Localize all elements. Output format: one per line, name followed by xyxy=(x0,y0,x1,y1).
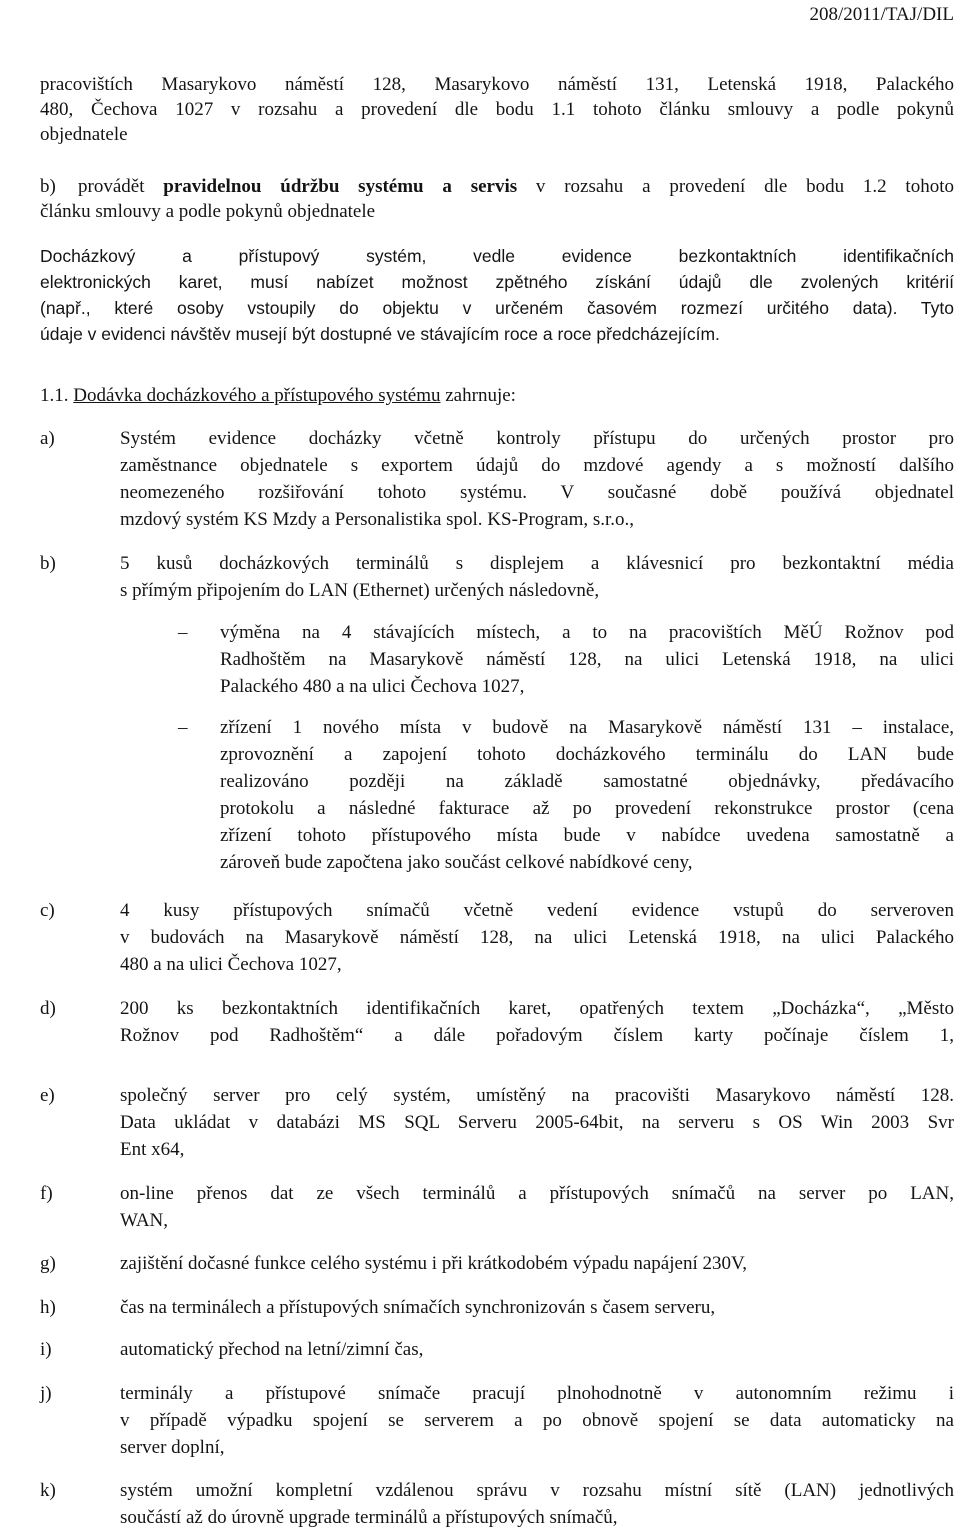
list-item-c xyxy=(120,897,954,978)
sub-line: výměna na 4 stávajících místech, a to na pracovištích MěÚ Rožnov pod xyxy=(220,622,954,643)
note-line: údaje v evidenci návštěv musejí být dostupné ve stávajícím roce a roce předcházejícím. xyxy=(40,324,720,344)
document-reference: 208/2011/TAJ/DIL xyxy=(809,4,954,25)
item-label: d) xyxy=(40,998,56,1019)
item-label: h) xyxy=(40,1297,56,1318)
item-line: 200 ks bezkontaktních identifikačních karet, opatřených textem „Docházka“, „Město xyxy=(120,998,954,1019)
item-line: zajištění dočasné funkce celého systému i při krátkodobém výpadu napájení 230V, xyxy=(120,1253,747,1274)
intro-paragraph xyxy=(40,72,954,147)
item-line: terminály a přístupové snímače pracují plnohodnotně v autonomním režimu i xyxy=(120,1383,954,1404)
sub-line: zřízení tohoto přístupového místa bude v nabídce uvedena samostatně a xyxy=(220,825,954,846)
item-line: v budovách na Masarykově náměstí 128, na ulici Letenská 1918, na ulici Palackého xyxy=(120,927,954,948)
item-line: 480 a na ulici Čechova 1027, xyxy=(120,954,342,975)
dash-bullet: – xyxy=(178,717,188,738)
item-line: s přímým připojením do LAN (Ethernet) určených následovně, xyxy=(120,580,600,601)
item-line: Systém evidence docházky včetně kontroly přístupu do určených prostor pro xyxy=(120,428,954,449)
maintenance-item-cont xyxy=(40,199,954,224)
list-item-j xyxy=(120,1380,954,1461)
intro-line: objednatele xyxy=(40,124,128,145)
item-line: Data ukládat v databázi MS SQL Serveru 2005-64bit, na serveru s OS Win 2003 Svr xyxy=(120,1112,954,1133)
section-title: Dodávka docházkového a přístupového systému xyxy=(73,385,441,406)
sub-line: Radhoštěm na Masarykově náměstí 128, na ulici Letenská 1918, na ulici xyxy=(220,649,954,670)
item-line: server doplní, xyxy=(120,1437,225,1458)
section-suffix: zahrnuje: xyxy=(440,385,516,406)
list-item-k xyxy=(120,1477,954,1531)
item-label: f) xyxy=(40,1183,53,1204)
dash-bullet: – xyxy=(178,622,188,643)
intro-line: pracovištích Masarykovo náměstí 128, Masarykovo náměstí 131, Letenská 1918, Palackého xyxy=(40,74,954,95)
sub-line: Palackého 480 a na ulici Čechova 1027, xyxy=(220,676,525,697)
item-line: 5 kusů docházkových terminálů s displejem a klávesnicí pro bezkontaktní média xyxy=(120,553,954,574)
item-line: 4 kusy přístupových snímačů včetně vedení evidence vstupů do serveroven xyxy=(120,900,954,921)
maintenance-line-2: článku smlouvy a podle pokynů objednatele xyxy=(40,201,376,222)
item-label: i) xyxy=(40,1339,52,1360)
list-item-h xyxy=(120,1294,954,1321)
item-line: zaměstnance objednatele s exportem údajů do mzdové agendy a s možností dalšího xyxy=(120,455,954,476)
item-label: e) xyxy=(40,1085,55,1106)
item-label: k) xyxy=(40,1480,56,1501)
item-line: Ent x64, xyxy=(120,1139,185,1160)
intro-line: 480, Čechova 1027 v rozsahu a provedení dle bodu 1.1 tohoto článku smlouvy a podle pokynů xyxy=(40,99,954,120)
item-line: Rožnov pod Radhoštěm“ a dále pořadovým číslem karty počínaje číslem 1, xyxy=(120,1025,954,1046)
list-item-i xyxy=(120,1336,954,1363)
maintenance-pre: provádět xyxy=(78,176,164,197)
list-item-a xyxy=(120,425,954,533)
section-number: 1.1. xyxy=(40,385,69,406)
attendance-note xyxy=(40,243,954,347)
maintenance-post: v rozsahu a provedení dle bodu 1.2 tohoto xyxy=(517,176,954,197)
item-line: součástí až do úrovně upgrade terminálů a přístupových snímačů, xyxy=(120,1507,618,1528)
list-item-d xyxy=(120,995,954,1049)
item-line: WAN, xyxy=(120,1210,169,1231)
item-line: v případě výpadku spojení se serverem a po obnově spojení se data automaticky na xyxy=(120,1410,954,1431)
list-item-g xyxy=(120,1250,954,1277)
item-line: čas na terminálech a přístupových snímačích synchronizován s časem serveru, xyxy=(120,1297,716,1318)
item-label: a) xyxy=(40,428,55,449)
sub-line: realizováno později na základě samostatné objednávky, předávacího xyxy=(220,771,954,792)
maintenance-bold: pravidelnou údržbu systému a servis xyxy=(163,176,518,197)
item-line: automatický přechod na letní/zimní čas, xyxy=(120,1339,424,1360)
item-line: neomezeného rozšiřování tohoto systému. V současné době používá objednatel xyxy=(120,482,954,503)
item-line: on-line přenos dat ze všech terminálů a přístupových snímačů na server po LAN, xyxy=(120,1183,954,1204)
list-item-f xyxy=(120,1180,954,1234)
sub-line: protokolu a následné fakturace až po provedení rekonstrukce prostor (cena xyxy=(220,798,954,819)
note-line: Docházkový a přístupový systém, vedle evidence bezkontaktních identifikačních xyxy=(40,246,954,266)
item-line: systém umožní kompletní vzdálenou správu v rozsahu místní sítě (LAN) jednotlivých xyxy=(120,1480,954,1501)
item-label: c) xyxy=(40,900,55,921)
item-label: b) xyxy=(40,553,56,574)
sub-line: zároveň bude započtena jako součást celkové nabídkové ceny, xyxy=(220,852,693,873)
item-label: j) xyxy=(40,1383,52,1404)
sub-line: zprovoznění a zapojení tohoto docházkového terminálu do LAN bude xyxy=(220,744,954,765)
list-item-b xyxy=(120,550,954,604)
item-line: společný server pro celý systém, umístěný na pracovišti Masarykovo náměstí 128. xyxy=(120,1085,954,1106)
item-label: g) xyxy=(40,1253,56,1274)
note-line: elektronických karet, musí nabízet možnost zpětného získání údajů dle zvolených kritérií xyxy=(40,272,954,292)
item-label: b) xyxy=(40,176,56,197)
note-line: (např., které osoby vstoupily do objektu v určeném časovém rozmezí určitého data). Tyto xyxy=(40,298,954,318)
section-heading xyxy=(40,383,954,408)
sub-line: zřízení 1 nového místa v budově na Masarykově náměstí 131 – instalace, xyxy=(220,717,954,738)
item-line: mzdový systém KS Mzdy a Personalistika spol. KS-Program, s.r.o., xyxy=(120,509,635,530)
list-item-e xyxy=(120,1082,954,1163)
maintenance-line xyxy=(78,174,954,199)
sub-item-replacement xyxy=(220,619,954,700)
maintenance-item xyxy=(78,174,954,199)
sub-item-new-location xyxy=(220,714,954,876)
